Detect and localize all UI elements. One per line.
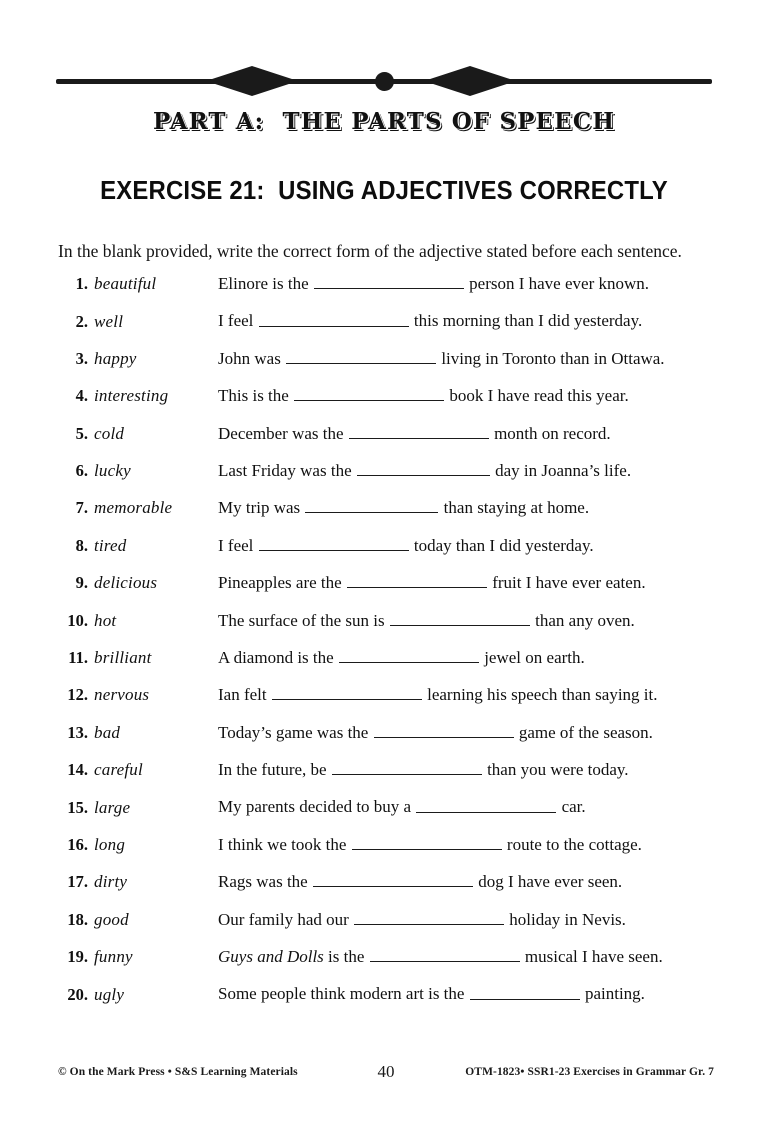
item-sentence [218, 833, 718, 855]
item-number: 19. [67, 947, 88, 967]
exercise-item [58, 908, 718, 945]
item-sentence-after: day in Joanna’s life. [495, 461, 632, 481]
item-number: 13. [67, 722, 88, 742]
exercise-item [58, 833, 718, 870]
answer-blank[interactable] [352, 833, 502, 850]
item-sentence-before: is the [328, 947, 365, 967]
answer-blank[interactable] [416, 795, 556, 812]
item-sentence [218, 571, 718, 593]
item-adjective: good [94, 909, 129, 929]
item-adjective: funny [94, 947, 133, 967]
item-sentence-after: dog I have ever seen. [478, 872, 623, 892]
answer-blank[interactable] [349, 422, 489, 439]
item-sentence-after: learning his speech than saying it. [427, 685, 658, 705]
exercise-item [58, 721, 718, 758]
item-sentence-before: I think we took the [218, 835, 347, 854]
item-sentence [218, 795, 718, 817]
item-adjective: cold [94, 423, 125, 443]
item-adjective: ugly [94, 984, 125, 1004]
item-sentence-before: This is the [218, 386, 289, 406]
footer-product-code: OTM-1823• SSR1-23 Exercises in Grammar Gr. 7 [465, 1066, 714, 1078]
item-sentence-after: book I have read this year. [449, 386, 629, 406]
item-sentence [218, 422, 718, 444]
item-sentence-before: Some people think modern art is the [218, 984, 465, 1004]
item-sentence-after: holiday in Nevis. [509, 909, 626, 929]
item-sentence-before: My parents decided to buy a [218, 797, 412, 817]
answer-blank[interactable] [314, 272, 464, 289]
item-number: 10. [67, 610, 88, 630]
item-adjective: brilliant [94, 648, 152, 668]
item-sentence [218, 758, 718, 780]
page-footer [58, 1062, 714, 1081]
item-sentence [218, 683, 718, 705]
exercise-item-list [58, 272, 718, 1020]
part-title: PART A: THE PARTS OF SPEECH [152, 108, 616, 135]
item-adjective: bad [94, 722, 121, 742]
item-sentence-after: route to the cottage. [506, 835, 642, 854]
item-sentence [218, 870, 718, 892]
item-number: 3. [75, 348, 88, 368]
exercise-item [58, 795, 718, 832]
exercise-item [58, 571, 718, 608]
divider-center-dot-icon [375, 72, 394, 91]
item-sentence-after: painting. [584, 984, 645, 1004]
item-sentence-after: than you were today. [487, 760, 629, 780]
item-adjective: large [94, 797, 131, 817]
item-sentence-after: car. [561, 797, 586, 817]
item-sentence-after: game of the season. [518, 722, 653, 742]
exercise-item [58, 272, 718, 309]
diamond-rule-divider-icon [56, 62, 712, 102]
exercise-item [58, 496, 718, 533]
item-sentence-before: Our family had our [218, 909, 349, 929]
item-sentence-before: December was the [218, 423, 344, 443]
answer-blank[interactable] [294, 384, 444, 401]
answer-blank[interactable] [286, 347, 436, 364]
item-sentence [218, 384, 718, 406]
item-number: 17. [67, 872, 88, 892]
item-adjective: tired [94, 535, 127, 555]
item-sentence-before: Today’s game was the [218, 722, 369, 742]
item-sentence-after: living in Toronto than in Ottawa. [441, 348, 665, 368]
answer-blank[interactable] [259, 534, 409, 551]
answer-blank[interactable] [339, 646, 479, 663]
answer-blank[interactable] [272, 683, 422, 700]
item-sentence-before: My trip was [218, 498, 301, 518]
item-sentence [218, 908, 718, 930]
item-adjective: delicious [94, 573, 158, 593]
instruction-text: In the blank provided, write the correct form of the adjective stated before each sentence. [58, 240, 682, 261]
exercise-item [58, 609, 718, 646]
item-adjective: careful [94, 760, 143, 780]
item-adjective: interesting [94, 386, 169, 406]
answer-blank[interactable] [332, 758, 482, 775]
footer-page-number: 40 [377, 1062, 395, 1081]
exercise-item [58, 646, 718, 683]
item-adjective: hot [94, 610, 117, 630]
exercise-item [58, 945, 718, 982]
item-sentence [218, 459, 718, 481]
exercise-item [58, 534, 718, 571]
item-adjective: long [94, 835, 126, 854]
exercise-title: EXERCISE 21: USING ADJECTIVES CORRECTLY [100, 175, 668, 206]
item-number: 5. [75, 423, 88, 443]
exercise-item [58, 870, 718, 907]
item-sentence-before: Rags was the [218, 872, 308, 892]
item-number: 6. [75, 461, 88, 481]
item-sentence [218, 609, 718, 631]
item-sentence-after: this morning than I did yesterday. [413, 311, 643, 331]
item-sentence-after: person I have ever known. [469, 274, 650, 294]
item-number: 1. [75, 274, 88, 294]
item-sentence [218, 347, 718, 369]
exercise-item [58, 347, 718, 384]
exercise-item [58, 758, 718, 795]
item-sentence-before: I feel [218, 535, 254, 555]
answer-blank[interactable] [470, 982, 580, 999]
exercise-item [58, 309, 718, 346]
exercise-item [58, 384, 718, 421]
answer-blank[interactable] [374, 721, 514, 738]
item-sentence-before: Elinore is the [218, 274, 309, 294]
item-sentence [218, 945, 718, 967]
answer-blank[interactable] [259, 309, 409, 326]
item-sentence-before: Ian felt [218, 685, 267, 705]
item-sentence-before: A diamond is the [218, 648, 334, 668]
item-sentence-before: John was [218, 348, 281, 368]
item-adjective: nervous [94, 685, 150, 705]
item-adjective: well [94, 311, 124, 331]
item-adjective: memorable [94, 498, 173, 518]
exercise-item [58, 422, 718, 459]
item-adjective: happy [94, 348, 137, 368]
answer-blank[interactable] [357, 459, 490, 476]
item-sentence [218, 982, 718, 1004]
answer-blank[interactable] [390, 609, 530, 626]
item-number: 9. [75, 573, 88, 593]
item-sentence-before: In the future, be [218, 760, 327, 780]
item-number: 18. [67, 909, 88, 929]
item-number: 16. [67, 835, 88, 854]
item-sentence-after: fruit I have ever eaten. [492, 573, 646, 593]
item-sentence-title: Guys and Dolls [218, 947, 324, 967]
item-sentence [218, 309, 718, 331]
exercise-item [58, 982, 718, 1019]
exercise-item [58, 683, 718, 720]
item-sentence-after: than staying at home. [443, 498, 590, 518]
item-number: 2. [75, 311, 88, 331]
item-number: 15. [67, 797, 88, 817]
answer-blank[interactable] [305, 496, 438, 513]
exercise-item [58, 459, 718, 496]
item-sentence-after: month on record. [494, 423, 611, 443]
item-sentence-after: musical I have seen. [524, 947, 663, 967]
item-sentence-after: today than I did yesterday. [413, 535, 594, 555]
item-number: 14. [67, 760, 88, 780]
item-sentence-before: I feel [218, 311, 254, 331]
item-number: 12. [67, 685, 88, 705]
item-sentence [218, 496, 718, 518]
item-sentence-after: jewel on earth. [484, 648, 585, 668]
item-adjective: lucky [94, 461, 131, 481]
item-number: 20. [67, 984, 88, 1004]
item-adjective: dirty [94, 872, 128, 892]
item-sentence [218, 646, 718, 668]
footer-copyright: © On the Mark Press • S&S Learning Materials [58, 1066, 298, 1078]
answer-blank[interactable] [347, 571, 487, 588]
item-number: 4. [75, 386, 88, 406]
answer-blank[interactable] [370, 945, 520, 962]
item-sentence-before: Pineapples are the [218, 573, 342, 593]
item-sentence [218, 721, 718, 743]
item-sentence-before: Last Friday was the [218, 461, 352, 481]
item-sentence [218, 534, 718, 556]
item-sentence-before: The surface of the sun is [218, 610, 385, 630]
answer-blank[interactable] [354, 908, 504, 925]
item-sentence-after: than any oven. [535, 610, 635, 630]
item-sentence [218, 272, 718, 294]
item-adjective: beautiful [94, 274, 157, 294]
item-number: 8. [75, 535, 88, 555]
item-number: 11. [68, 648, 88, 668]
answer-blank[interactable] [313, 870, 473, 887]
item-number: 7. [75, 498, 88, 518]
